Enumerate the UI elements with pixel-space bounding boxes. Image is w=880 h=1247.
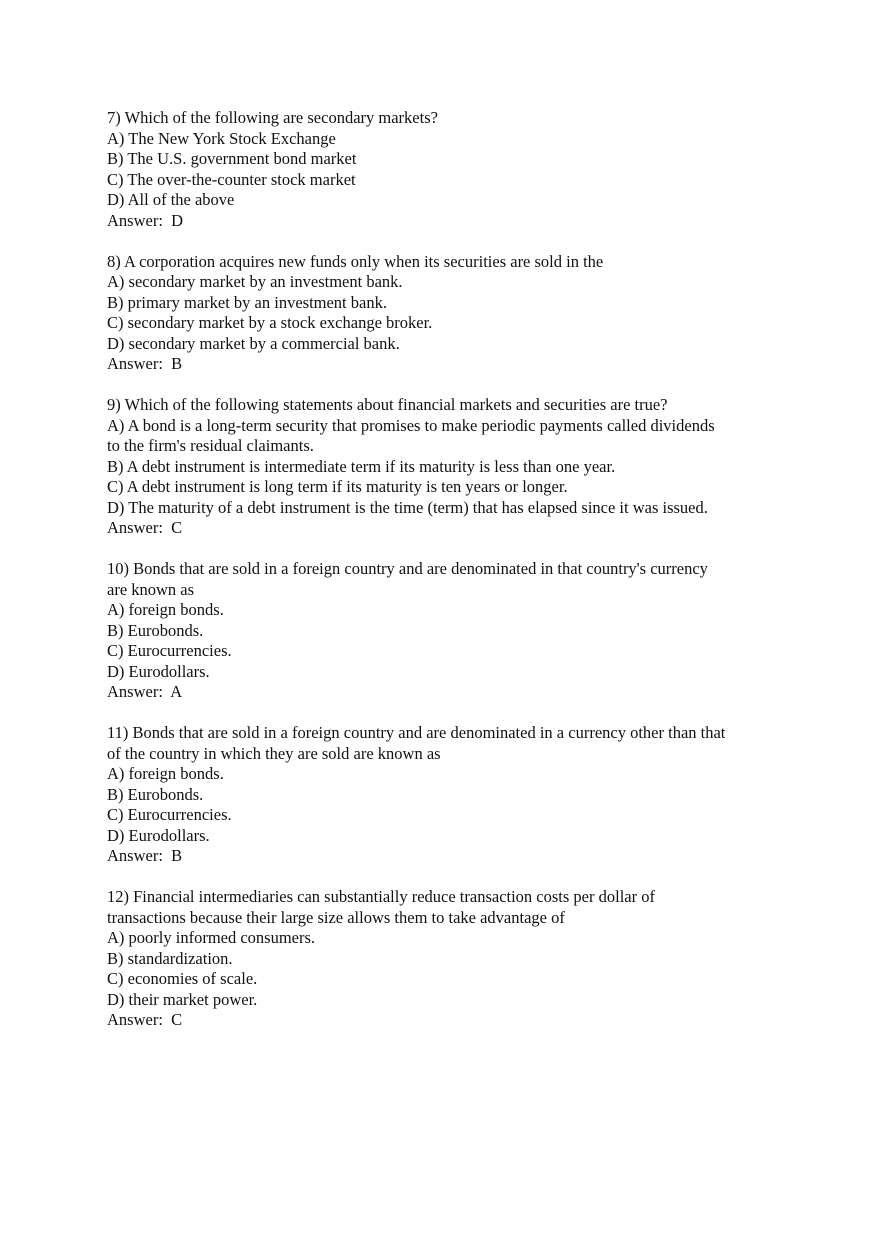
question-stem: 9) Which of the following statements about financial markets and securities are true? xyxy=(107,395,668,414)
option-c: C) A debt instrument is long term if its maturity is ten years or longer. xyxy=(107,477,568,496)
option-d: D) All of the above xyxy=(107,190,235,209)
option-d: D) Eurodollars. xyxy=(107,825,210,845)
option-b: B) primary market by an investment bank. xyxy=(107,292,387,312)
option-c: C) economies of scale. xyxy=(107,969,258,988)
question-9 xyxy=(107,395,807,539)
answer: Answer: D xyxy=(107,210,184,230)
answer: Answer: B xyxy=(107,846,183,865)
option-c: C) Eurocurrencies. xyxy=(107,641,232,660)
option-b: B) Eurobonds. xyxy=(107,620,204,640)
question-stem: 8) A corporation acquires new funds only when its securities are sold in the xyxy=(107,251,604,271)
question-stem-continued: of the country in which they are sold are known as xyxy=(107,743,441,763)
question-stem-continued: are known as xyxy=(107,579,195,599)
option-c: C) Eurocurrencies. xyxy=(107,805,232,824)
question-stem: 11) Bonds that are sold in a foreign country and are denominated in a currency other than that xyxy=(107,723,726,742)
option-a-continued: to the firm's residual claimants. xyxy=(107,436,314,455)
option-a: A) The New York Stock Exchange xyxy=(107,128,336,148)
option-a: A) A bond is a long-term security that promises to make periodic payments called dividends xyxy=(107,415,715,435)
option-b: B) A debt instrument is intermediate term if its maturity is less than one year. xyxy=(107,456,616,476)
option-b: B) The U.S. government bond market xyxy=(107,149,357,168)
answer: Answer: A xyxy=(107,682,183,701)
answer: Answer: C xyxy=(107,1010,183,1029)
option-d: D) secondary market by a commercial bank. xyxy=(107,333,400,353)
option-a: A) foreign bonds. xyxy=(107,600,224,619)
question-7 xyxy=(107,108,807,231)
document-page xyxy=(107,108,807,1051)
question-stem-continued: transactions because their large size allows them to take advantage of xyxy=(107,907,565,927)
option-b: B) Eurobonds. xyxy=(107,784,204,804)
answer: Answer: B xyxy=(107,354,183,373)
option-a: A) poorly informed consumers. xyxy=(107,928,316,947)
option-d: D) The maturity of a debt instrument is the time (term) that has elapsed since it was issued. xyxy=(107,497,708,517)
answer: Answer: C xyxy=(107,518,183,537)
option-b: B) standardization. xyxy=(107,948,233,968)
option-a: A) secondary market by an investment bank. xyxy=(107,272,403,291)
question-12 xyxy=(107,887,807,1031)
question-stem: 12) Financial intermediaries can substantially reduce transaction costs per dollar of xyxy=(107,887,655,906)
option-c: C) The over-the-counter stock market xyxy=(107,169,356,189)
question-stem: 7) Which of the following are secondary markets? xyxy=(107,108,438,127)
option-c: C) secondary market by a stock exchange broker. xyxy=(107,313,433,332)
option-d: D) their market power. xyxy=(107,989,258,1009)
question-8 xyxy=(107,252,807,375)
question-stem: 10) Bonds that are sold in a foreign country and are denominated in that country's currency xyxy=(107,559,708,578)
option-d: D) Eurodollars. xyxy=(107,661,210,681)
option-a: A) foreign bonds. xyxy=(107,764,224,783)
question-11 xyxy=(107,723,807,867)
question-10 xyxy=(107,559,807,703)
